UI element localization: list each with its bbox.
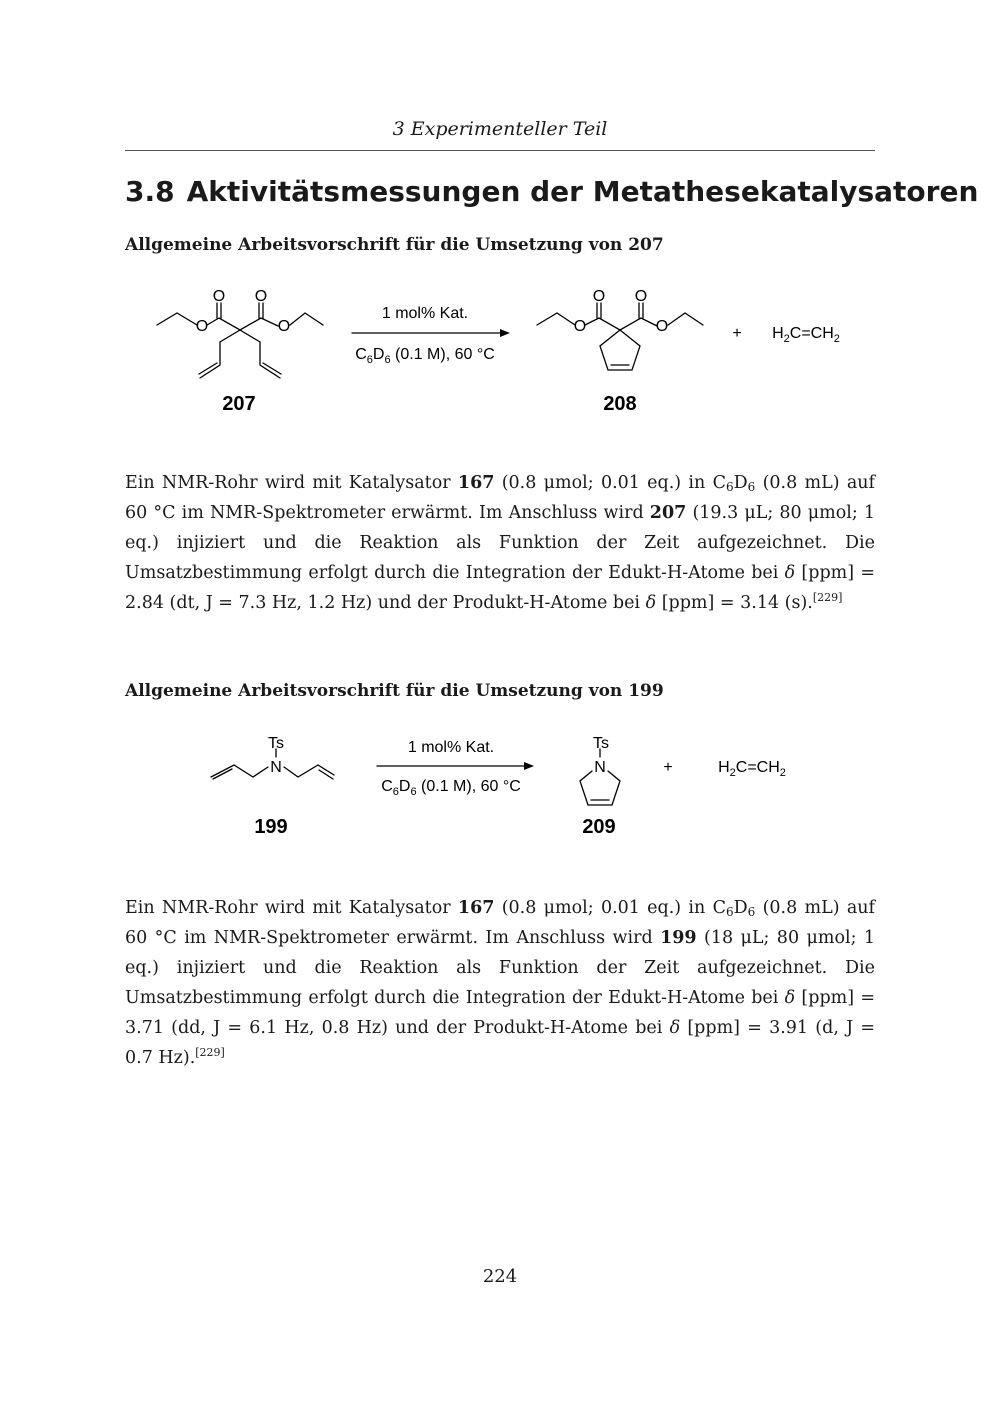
substrate-ts-label: Ts bbox=[268, 735, 284, 752]
running-head: 3 Experimenteller Teil bbox=[392, 118, 608, 140]
scheme-207-svg bbox=[0, 280, 1000, 425]
citation-ref-1: [229] bbox=[812, 591, 843, 604]
product-o-3: O bbox=[573, 318, 587, 335]
product-o-4: O bbox=[655, 318, 669, 335]
substrate-ester-chain bbox=[207, 318, 278, 330]
substrate-o-3: O bbox=[195, 318, 209, 335]
product-ethyl-right bbox=[668, 313, 703, 325]
substrate-ethyl-right bbox=[290, 313, 323, 325]
substrate-o-2: O bbox=[254, 288, 268, 305]
page-number: 224 bbox=[482, 1266, 518, 1287]
byproduct-ethylene-2: $H_2C=CH_2$ bbox=[718, 759, 786, 779]
product-ts-label: Ts bbox=[593, 735, 609, 752]
product-ester-chain bbox=[585, 318, 657, 330]
substrate-allyl-left bbox=[200, 330, 240, 378]
byproduct-ethylene-1: $H_2C=CH_2$ bbox=[772, 325, 840, 345]
reagent-label-1: 1 mol% Kat. bbox=[381, 305, 469, 322]
product-ethyl-left bbox=[537, 313, 575, 325]
section-title-text: Aktivitätsmessungen der Metathesekatalysatoren bbox=[186, 175, 979, 208]
header-rule bbox=[125, 150, 875, 151]
substrate-allyl-right-double bbox=[319, 770, 333, 779]
product-o-1: O bbox=[592, 288, 606, 305]
plus-sign-2: + bbox=[663, 759, 673, 776]
citation-ref-2: [229] bbox=[195, 1046, 225, 1059]
compound-label-208: 208 bbox=[603, 393, 637, 415]
procedure-text-199: Ein NMR-Rohr wird mit Katalysator 167 (0.8 μmol; 0.01 eq.) in $C_6D_6$ (0.8 mL) auf 60 °C im NMR-Spektrometer erwärmt. Im Anschluss wird 199 (18 μL; 80 μmol; 1 eq.) injiziert und die Reaktion als Funktion der Zeit aufgezeichnet. Die Umsatzbestimmung erfolgt durch die Integration der Edukt-H-Atome bei δ [ppm] = 3.71 (dd, J = 6.1 Hz, 0.8 Hz) und der Produkt-H-Atome bei δ [ppm] = 3.91 (d, J = 0.7 Hz).[229] bbox=[125, 898, 876, 1068]
plus-sign-1: + bbox=[732, 325, 742, 342]
reaction-scheme-199 bbox=[0, 725, 1000, 845]
reaction-scheme-207 bbox=[0, 280, 1000, 425]
reaction-arrow-2-head bbox=[524, 762, 534, 770]
conditions-label-2: $C_6D_6$ (0.1 M), 60 °C bbox=[381, 778, 521, 798]
conditions-label-1: $C_6D_6$ (0.1 M), 60 °C bbox=[355, 346, 495, 366]
reaction-arrow-1-head bbox=[500, 329, 510, 337]
compound-label-207: 207 bbox=[222, 393, 256, 415]
substrate-ethyl-left bbox=[157, 313, 197, 325]
substrate-n-label: N bbox=[270, 759, 282, 776]
product-ring bbox=[600, 330, 640, 370]
compound-label-209: 209 bbox=[582, 816, 616, 838]
section-title bbox=[125, 175, 978, 208]
substrate-o-1: O bbox=[212, 288, 226, 305]
procedure-heading-207: Allgemeine Arbeitsvorschrift für die Umsetzung von 207 bbox=[125, 235, 664, 255]
substrate-allyl-right bbox=[240, 330, 280, 378]
product-n-label: N bbox=[594, 759, 606, 776]
substrate-o-4: O bbox=[277, 318, 291, 335]
reagent-label-2: 1 mol% Kat. bbox=[407, 739, 495, 756]
scheme-199-svg bbox=[0, 725, 1000, 845]
compound-label-199: 199 bbox=[254, 816, 288, 838]
section-number: 3.8 bbox=[125, 175, 175, 208]
procedure-heading-199: Allgemeine Arbeitsvorschrift für die Umsetzung von 199 bbox=[125, 681, 664, 701]
product-o-2: O bbox=[634, 288, 648, 305]
procedure-text-207: Ein NMR-Rohr wird mit Katalysator 167 (0.8 μmol; 0.01 eq.) in $C_6D_6$ (0.8 mL) auf 60 °C im NMR-Spektrometer erwärmt. Im Anschluss wird 207 (19.3 μL; 80 μmol; 1 eq.) injiziert und die Reaktion als Funktion der Zeit aufgezeichnet. Die Umsatzbestimmung erfolgt durch die Integration der Edukt-H-Atome bei δ [ppm] = 2.84 (dt, J = 7.3 Hz, 1.2 Hz) und der Produkt-H-Atome bei δ [ppm] = 3.14 (s).[229] bbox=[125, 473, 876, 613]
